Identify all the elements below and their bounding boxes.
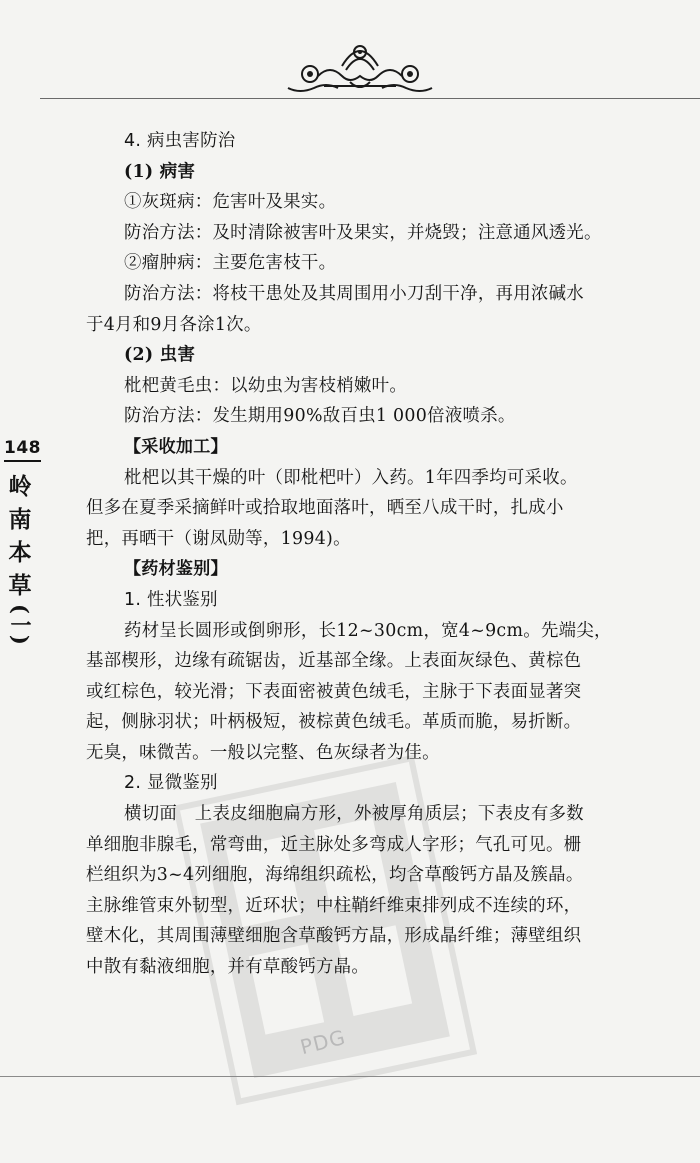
- paragraph-line: 药材呈长圆形或倒卵形，长12~30cm，宽4~9cm。先端尖，: [124, 620, 612, 641]
- paragraph-line: 枇杷以其干燥的叶（即枇杷叶）入药。1年四季均可采收。: [124, 467, 578, 488]
- paragraph-line: 中散有黏液细胞，并有草酸钙方晶。: [86, 957, 370, 978]
- book-title-char: 南: [8, 506, 32, 533]
- subsection-heading: (1) 病害: [124, 161, 196, 182]
- book-title-char: 岭: [8, 473, 32, 500]
- paragraph-line: 但多在夏季采摘鲜叶或拾取地面落叶，晒至八成干时，扎成小: [86, 498, 564, 519]
- paragraph-line: 栏组织为3~4列细胞，海绵组织疏松，均含草酸钙方晶及簇晶。: [86, 865, 584, 886]
- paragraph-line: 防治方法：将枝干患处及其周围用小刀刮干净，再用浓碱水: [124, 283, 584, 304]
- paragraph-line: 基部楔形，边缘有疏锯齿，近基部全缘。上表面灰绿色、黄棕色: [86, 651, 582, 672]
- section-heading: 4. 病虫害防治: [124, 131, 236, 151]
- volume-label: (一): [8, 604, 33, 645]
- book-title-char: 草: [8, 572, 32, 599]
- footer-rule: [0, 1076, 700, 1077]
- paragraph-line: 主脉维管束外韧型，近环状；中柱鞘纤维束排列成不连续的环，: [86, 895, 582, 916]
- subsection-heading: 1. 性状鉴别: [124, 589, 218, 610]
- paragraph-line: ①灰斑病：危害叶及果实。: [124, 192, 337, 213]
- paragraph-line: 或红棕色，较光滑；下表面密被黄色绒毛，主脉于下表面显著突: [86, 681, 582, 702]
- paragraph-line: 把，再晒干（谢凤勋等，1994)。: [86, 528, 351, 549]
- page-body: [86, 126, 661, 983]
- paragraph-line: 单细胞非腺毛，常弯曲，近主脉处多弯成人字形；气孔可见。栅: [86, 834, 582, 855]
- subsection-heading: 2. 显微鉴别: [124, 773, 218, 794]
- paragraph-line: 横切面 上表皮细胞扁方形，外被厚角质层；下表皮有多数: [124, 804, 584, 825]
- book-title-char: 本: [8, 539, 32, 566]
- paragraph-line: 无臭，味微苦。一般以完整、色灰绿者为佳。: [86, 742, 440, 763]
- subsection-heading: (2) 虫害: [124, 345, 196, 366]
- paragraph-line: 防治方法：发生期用90%敌百虫1 000倍液喷杀。: [124, 406, 516, 427]
- decorative-knot-ornament-icon: [280, 36, 440, 96]
- running-book-title: [7, 470, 33, 645]
- paragraph-line: ②瘤肿病：主要危害枝干。: [124, 253, 337, 274]
- paragraph-line: 起，侧脉羽状；叶柄极短，被棕黄色绒毛。革质而脆，易折断。: [86, 712, 582, 733]
- watermark-text: PDG: [297, 1024, 349, 1060]
- page-number: 148: [4, 438, 41, 462]
- section-heading-harvest: 【采收加工】: [124, 436, 228, 457]
- paragraph-line: 防治方法：及时清除被害叶及果实，并烧毁；注意通风透光。: [124, 222, 602, 243]
- paragraph-line: 壁木化，其周围薄壁细胞含草酸钙方晶，形成晶纤维；薄壁组织: [86, 926, 582, 947]
- section-heading-identification: 【药材鉴别】: [124, 559, 228, 580]
- paragraph-line: 于4月和9月各涂1次。: [86, 314, 262, 335]
- paragraph-line: 枇杷黄毛虫：以幼虫为害枝梢嫩叶。: [124, 375, 408, 396]
- header-rule: [40, 98, 700, 99]
